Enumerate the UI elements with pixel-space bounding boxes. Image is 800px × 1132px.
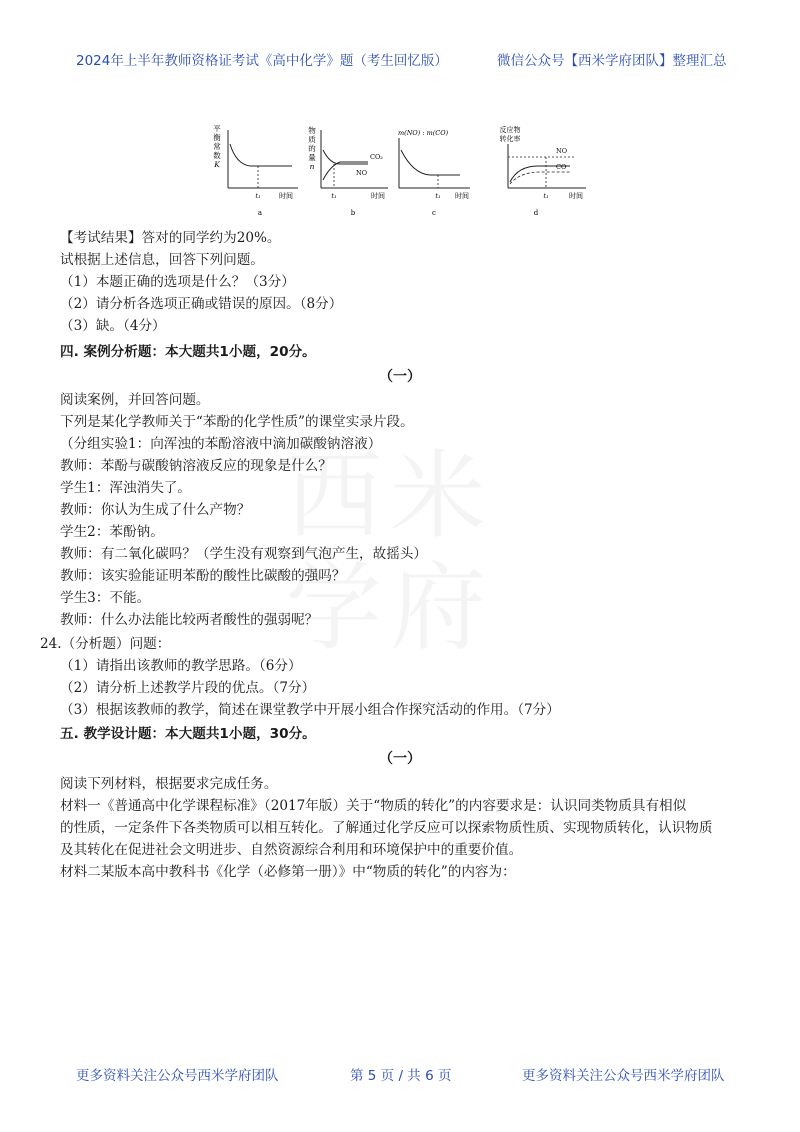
graph-c-caption: c	[432, 209, 436, 217]
question-2: （2）请分析各选项正确或错误的原因。（8分）	[60, 296, 343, 312]
case-intro: 下列是某化学教师关于“苯酚的化学性质”的课堂实录片段。	[60, 414, 414, 430]
page-number: 第 5 页 / 共 6 页	[350, 1068, 452, 1084]
material-1-line-3: 及其转化在促进社会文明进步、自然资源综合利用和环境保护中的重要价值。	[60, 842, 523, 858]
graph-b	[308, 125, 388, 217]
graph-b-co2-label: CO₂	[370, 153, 383, 161]
header-title: 2024年上半年教师资格证考试《高中化学》题（考生回忆版）	[76, 53, 448, 69]
question-24: 24.（分析题）问题：	[40, 636, 171, 652]
graph-a-ylabel-3: 常	[213, 142, 221, 151]
dialogue-line: 教师：苯酚与碳酸钠溶液反应的现象是什么？	[60, 458, 332, 474]
question-24-1: （1）请指出该教师的教学思路。（6分）	[60, 658, 302, 674]
question-intro: 试根据上述信息，回答下列问题。	[60, 252, 264, 268]
footer-right: 更多资料关注公众号西米学府团队	[522, 1068, 725, 1084]
graph-a-ylabel-2: 衡	[213, 133, 221, 142]
graph-c-xlabel: 时间	[455, 192, 469, 200]
graph-c	[398, 129, 470, 217]
graph-d-co-label: CO	[556, 163, 567, 171]
graph-b-ylabel-1: 物	[308, 126, 316, 135]
section-4-heading: 四. 案例分析题：本大题共1小题，20分。	[60, 344, 316, 360]
graph-c-ylabel: m(NO) : m(CO)	[398, 129, 449, 137]
graph-c-t1: t₁	[435, 192, 441, 200]
graph-b-xlabel: 时间	[371, 192, 385, 200]
graph-d	[500, 125, 587, 217]
question-24-2: （2）请分析上述教学片段的优点。（7分）	[60, 680, 316, 696]
section-5-part: （一）	[379, 751, 421, 767]
graph-d-ylabel-1: 反应物	[499, 126, 521, 134]
graph-b-ylabel-2: 质	[308, 135, 316, 144]
question-1: （1）本题正确的选项是什么？（3分）	[60, 274, 295, 290]
material-1-line-1: 材料一《普通高中化学课程标准》（2017年版）关于“物质的转化”的内容要求是：认识同类物质具有相似	[60, 798, 687, 814]
dialogue-line: 教师：有二氧化碳吗？（学生没有观察到气泡产生，故摇头）	[60, 546, 428, 562]
question-24-3: （3）根据该教师的教学，简述在课堂教学中开展小组合作探究活动的作用。（7分）	[60, 702, 560, 718]
dialogue-line: 教师：什么办法能比较两者酸性的强弱呢？	[60, 612, 319, 628]
dialogue-line: 教师：该实验能证明苯酚的酸性比碳酸的强吗？	[60, 568, 346, 584]
graph-a-caption: a	[257, 209, 263, 217]
graph-b-t1: t₁	[331, 192, 337, 200]
graph-b-ylabel-5: n	[309, 162, 315, 171]
case-experiment: （分组实验1：向浑浊的苯酚溶液中滴加碳酸钠溶液）	[60, 436, 382, 452]
footer-left: 更多资料关注公众号西米学府团队	[76, 1068, 279, 1084]
case-instruction: 阅读案例，并回答问题。	[60, 392, 210, 408]
graph-a-ylabel-5: K	[214, 160, 220, 169]
graph-a-ylabel-1: 平	[213, 124, 221, 133]
graph-d-xlabel: 时间	[569, 192, 583, 200]
dialogue-line: 学生1：浑浊消失了。	[60, 480, 191, 496]
graph-d-ylabel-2: 转化率	[499, 135, 521, 143]
graph-d-t1: t₁	[543, 192, 549, 200]
graph-a-xlabel: 时间	[279, 192, 293, 200]
graph-d-no-label: NO	[556, 147, 568, 155]
exam-result: 【考试结果】答对的同学约为20%。	[60, 230, 281, 246]
graphs-figure	[208, 122, 594, 222]
graph-b-caption: b	[350, 209, 356, 217]
material-2: 材料二某版本高中教科书《化学（必修第一册）》中“物质的转化”的内容为：	[60, 864, 516, 880]
design-instruction: 阅读下列材料，根据要求完成任务。	[60, 776, 278, 792]
section-4-part: （一）	[379, 369, 421, 385]
graph-a-t1: t₁	[255, 192, 261, 200]
graph-a	[213, 124, 298, 217]
graph-d-caption: d	[533, 209, 539, 217]
graph-a-ylabel-4: 数	[213, 151, 221, 160]
header-source: 微信公众号【西米学府团队】整理汇总	[497, 53, 727, 69]
material-1-line-2: 的性质，一定条件下各类物质可以相互转化。了解通过化学反应可以探索物质性质、实现物质转化，认识物质	[60, 820, 713, 836]
graph-b-no-label: NO	[356, 169, 368, 177]
graph-b-ylabel-4: 量	[308, 153, 316, 162]
section-5-heading: 五. 教学设计题：本大题共1小题，30分。	[60, 726, 316, 742]
graph-b-ylabel-3: 的	[308, 144, 316, 153]
question-3: （3）缺。（4分）	[60, 318, 166, 334]
dialogue-line: 教师：你认为生成了什么产物？	[60, 502, 251, 518]
dialogue-line: 学生2：苯酚钠。	[60, 524, 164, 540]
dialogue-line: 学生3：不能。	[60, 590, 151, 606]
